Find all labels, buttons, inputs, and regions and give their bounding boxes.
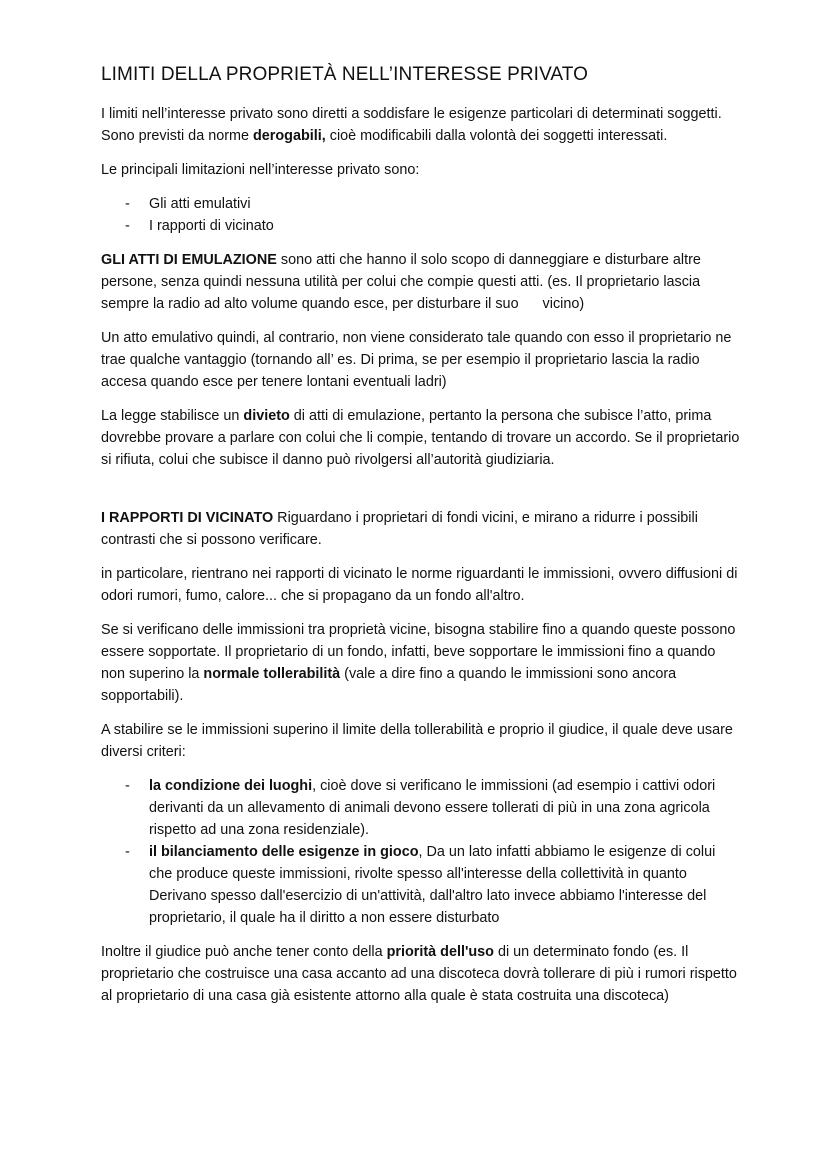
list-dash: - [125,778,130,794]
bold-divieto: divieto [243,408,290,424]
paragraph-immissioni: in particolare, rientrano nei rapporti di vicinato le norme riguardanti le immissioni, ovvero diffusioni di odori rumori, fumo, calore... che si propagano da un fondo all'altro. [101,566,738,604]
paragraph-rapporti-vicinato: I RAPPORTI DI VICINATO Riguardano i proprietari di fondi vicini, e mirano a ridurre i possibili contrasti che si possono verificare. [101,510,698,548]
bold-condizione-luoghi: la condizione dei luoghi [149,778,313,794]
spacer [101,483,741,507]
list-item: - il bilanciamento delle esigenze in gioco, Da un lato infatti abbiamo le esigenze di colui che produce queste immissioni, rivolte spesso all'interesse della collettività in quanto Derivano spesso dall'esercizio di un'attività, dall'altro lato invece abbiamo l'interesse del proprietario, il quale ha il diritto a non essere disturbato [101,841,741,929]
bold-heading-atti: GLI ATTI DI EMULAZIONE [101,252,277,268]
bold-priorita-uso: priorità dell'uso [386,944,494,960]
list-item: - la condizione dei luoghi, cioè dove si verificano le immissioni (ad esempio i cattivi odori derivanti da un allevamento di animali devono essere tollerati di più in una zona agricola rispetto ad una zona residenziale). [101,775,741,841]
list-item: - I rapporti di vicinato [101,215,741,237]
paragraph-principal-limits: Le principali limitazioni nell’interesse privato sono: [101,162,420,178]
bold-bilanciamento: il bilanciamento delle esigenze in gioco [149,844,419,860]
list-criteria [101,775,741,929]
paragraph-intro: I limiti nell’interesse privato sono diretti a soddisfare le esigenze particolari di determinati soggetti. Sono previsti da norme derogabili, cioè modificabili dalla volontà dei soggetti interessati. [101,106,722,144]
paragraph-criteri: A stabilire se le immissioni superino il limite della tollerabilità e proprio il giudice, il quale deve usare diversi criteri: [101,722,733,760]
list-item: - Gli atti emulativi [101,193,741,215]
paragraph-priorita-uso: Inoltre il giudice può anche tener conto della priorità dell'uso di un determinato fondo (es. Il proprietario che costruisce una casa accanto ad una discoteca dovrà tollerare di più i rumori rispetto al proprietario di una casa già esistente attorno alla quale è stata costruita una discoteca) [101,944,737,1004]
list-dash: - [125,218,130,234]
paragraph-tollerabilita: Se si verificano delle immissioni tra proprietà vicine, bisogna stabilire fino a quando queste possono essere sopportate. Il proprietario di un fondo, infatti, beve sopportare le immissioni fino a quando non superino la normale tollerabilità (vale a dire fino a quando le immissioni sono ancora sopportabili). [101,622,736,704]
list-dash: - [125,196,130,212]
bold-normale-tollerabilita: normale tollerabilità [203,666,341,682]
page-title: LIMITI DELLA PROPRIETÀ NELL’INTERESSE PRIVATO [101,64,589,85]
list-dash: - [125,844,130,860]
bold-derogabili: derogabili, [252,128,326,144]
document-page [101,62,741,1019]
list-limitations [101,193,741,237]
bold-heading-rapporti: I RAPPORTI DI VICINATO [101,510,274,526]
paragraph-atti-emulazione: GLI ATTI DI EMULAZIONE sono atti che hanno il solo scopo di danneggiare e disturbare altre persone, senza quindi nessuna utilità per colui che compie questi atti. (es. Il proprietario lascia sempre la radio ad alto volume quando esce, per disturbare il suo vicino) [101,252,705,312]
paragraph-atto-emulativo: Un atto emulativo quindi, al contrario, non viene considerato tale quando con esso il proprietario ne trae qualche vantaggio (tornando all’ es. Di prima, se per esempio il proprietario lascia la radio accesa quando esce per tenere lontani eventuali ladri) [101,330,732,390]
paragraph-divieto: La legge stabilisce un divieto di atti di emulazione, pertanto la persona che subisce l’atto, prima dovrebbe provare a parlare con colui che li compie, tentando di trovare un accordo. Se il proprietario si rifiuta, colui che subisce il danno può rivolgersi all’autorità giudiziaria. [101,408,740,468]
